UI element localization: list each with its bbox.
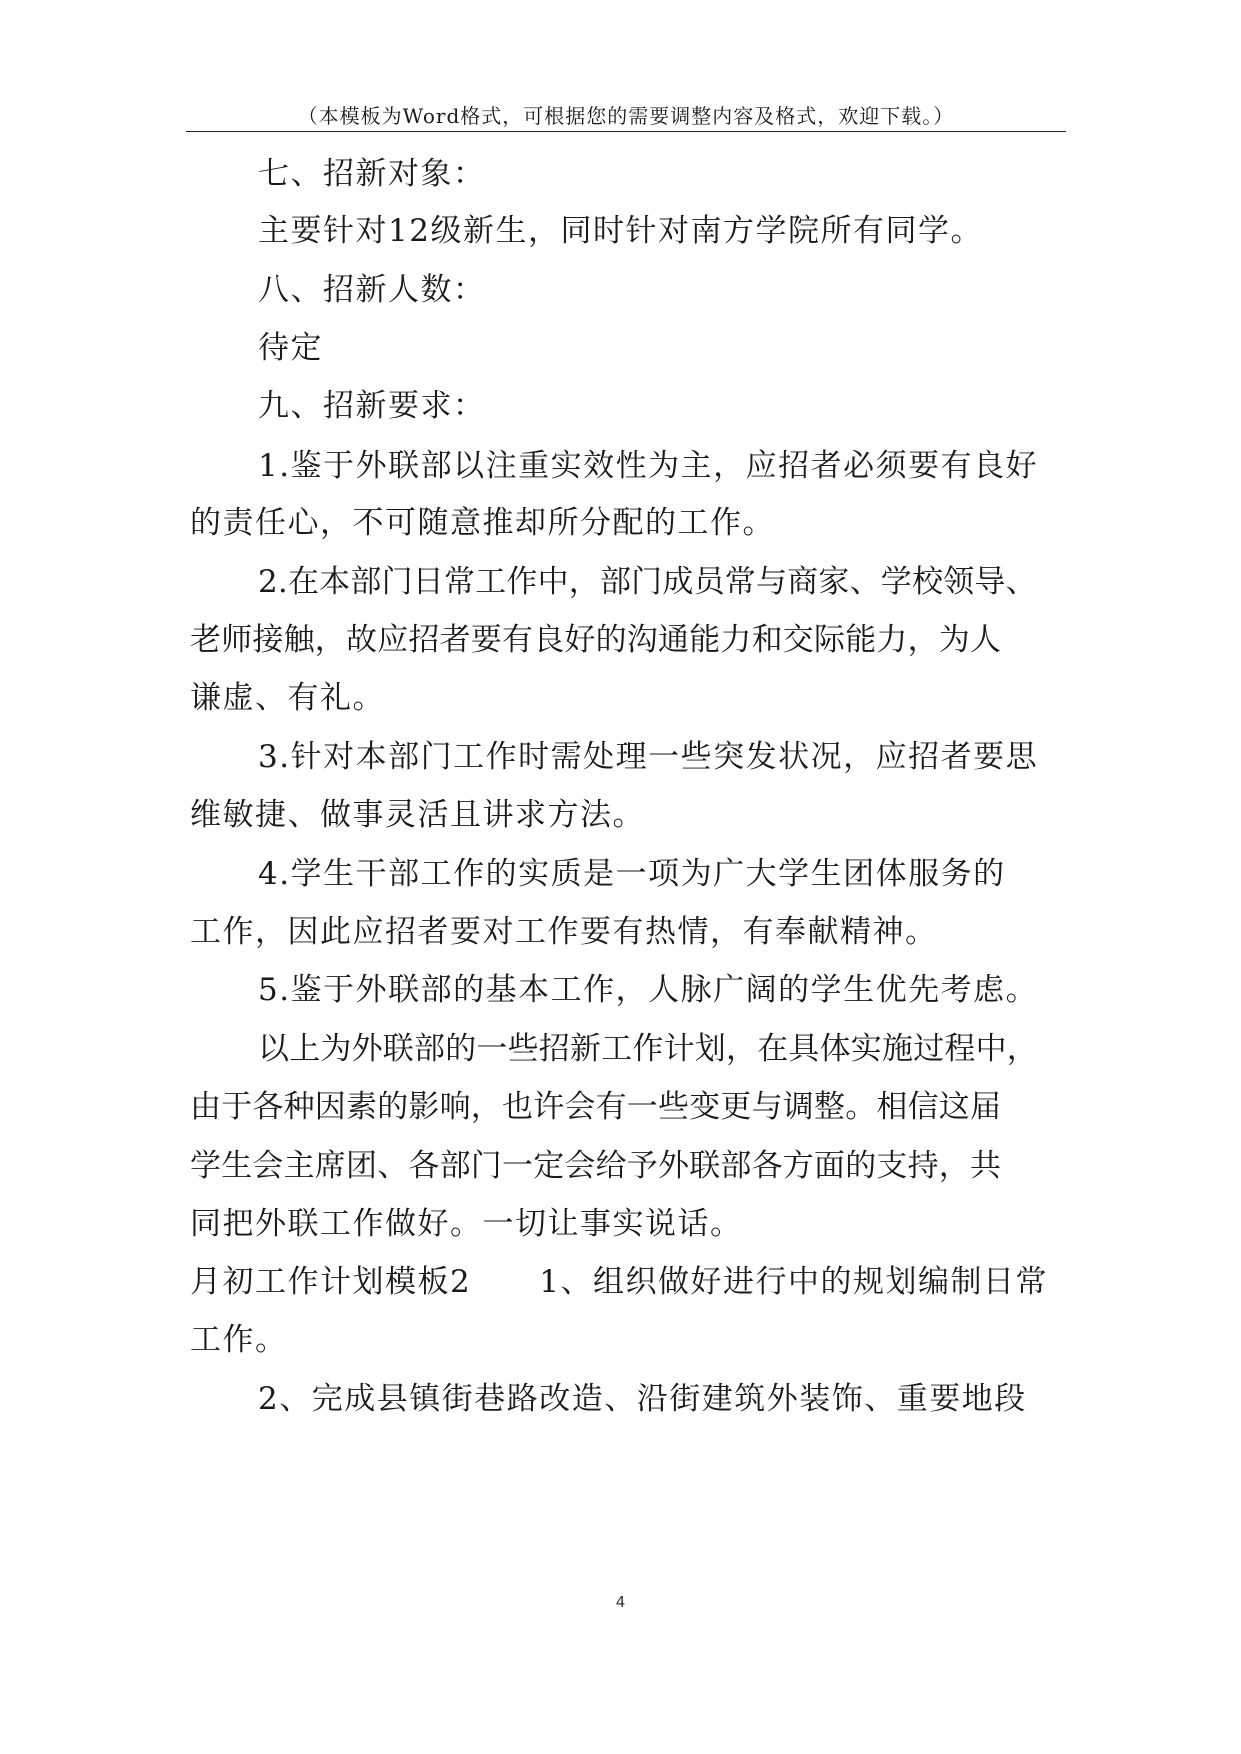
template2-item-2: 2、完成县镇街巷路改造、沿街建筑外装饰、重要地段 xyxy=(258,1381,1027,1417)
section-heading-recruit-target: 七、招新对象： xyxy=(258,156,486,192)
template2-title: 月初工作计划模板2 xyxy=(190,1264,472,1300)
paragraph-line: 1.鉴于外联部以注重实效性为主，应招者必须要有良好 xyxy=(258,448,1039,484)
template2-title-line xyxy=(190,1256,1048,1301)
paragraph-line: 4.学生干部工作的实质是一项为广大学生团体服务的 xyxy=(258,856,1006,892)
paragraph-line: 工作，因此应招者要对工作要有热情，有奉献精神。 xyxy=(190,914,938,950)
paragraph-line: 由于各种因素的影响，也许会有一些变更与调整。相信这届 xyxy=(190,1089,1002,1125)
page-number: 4 xyxy=(615,1593,626,1611)
paragraph-line: 维敏捷、做事灵活且讲求方法。 xyxy=(190,797,645,833)
paragraph-line: 的责任心，不可随意推却所分配的工作。 xyxy=(190,505,775,541)
paragraph-line: 主要针对12级新生，同时针对南方学院所有同学。 xyxy=(258,213,983,249)
paragraph-line: 3.针对本部门工作时需处理一些突发状况，应招者要思 xyxy=(258,739,1039,775)
document-header-note: （本模板为Word格式，可根据您的需要调整内容及格式，欢迎下载。） xyxy=(297,104,955,128)
template2-item-1: 1、组织做好进行中的规划编制日常 xyxy=(539,1264,1048,1300)
paragraph-line: 老师接触，故应招者要有良好的沟通能力和交际能力，为人 xyxy=(190,622,1002,658)
section-heading-recruit-count: 八、招新人数： xyxy=(258,272,486,308)
paragraph-line: 5.鉴于外联部的基本工作，人脉广阔的学生优先考虑。 xyxy=(258,972,1039,1008)
paragraph-line: 学生会主席团、各部门一定会给予外联部各方面的支持，共 xyxy=(190,1148,1002,1184)
paragraph-line: 待定 xyxy=(258,330,323,366)
paragraph-line: 工作。 xyxy=(190,1322,288,1358)
section-heading-recruit-requirements: 九、招新要求： xyxy=(258,388,486,424)
paragraph-line: 谦虚、有礼。 xyxy=(190,680,385,716)
paragraph-line: 2.在本部门日常工作中，部门成员常与商家、学校领导、 xyxy=(258,564,1037,600)
header-divider xyxy=(186,131,1066,132)
paragraph-line: 以上为外联部的一些招新工作计划，在具体实施过程中， xyxy=(258,1031,1038,1067)
paragraph-line: 同把外联工作做好。一切让事实说话。 xyxy=(190,1206,743,1242)
